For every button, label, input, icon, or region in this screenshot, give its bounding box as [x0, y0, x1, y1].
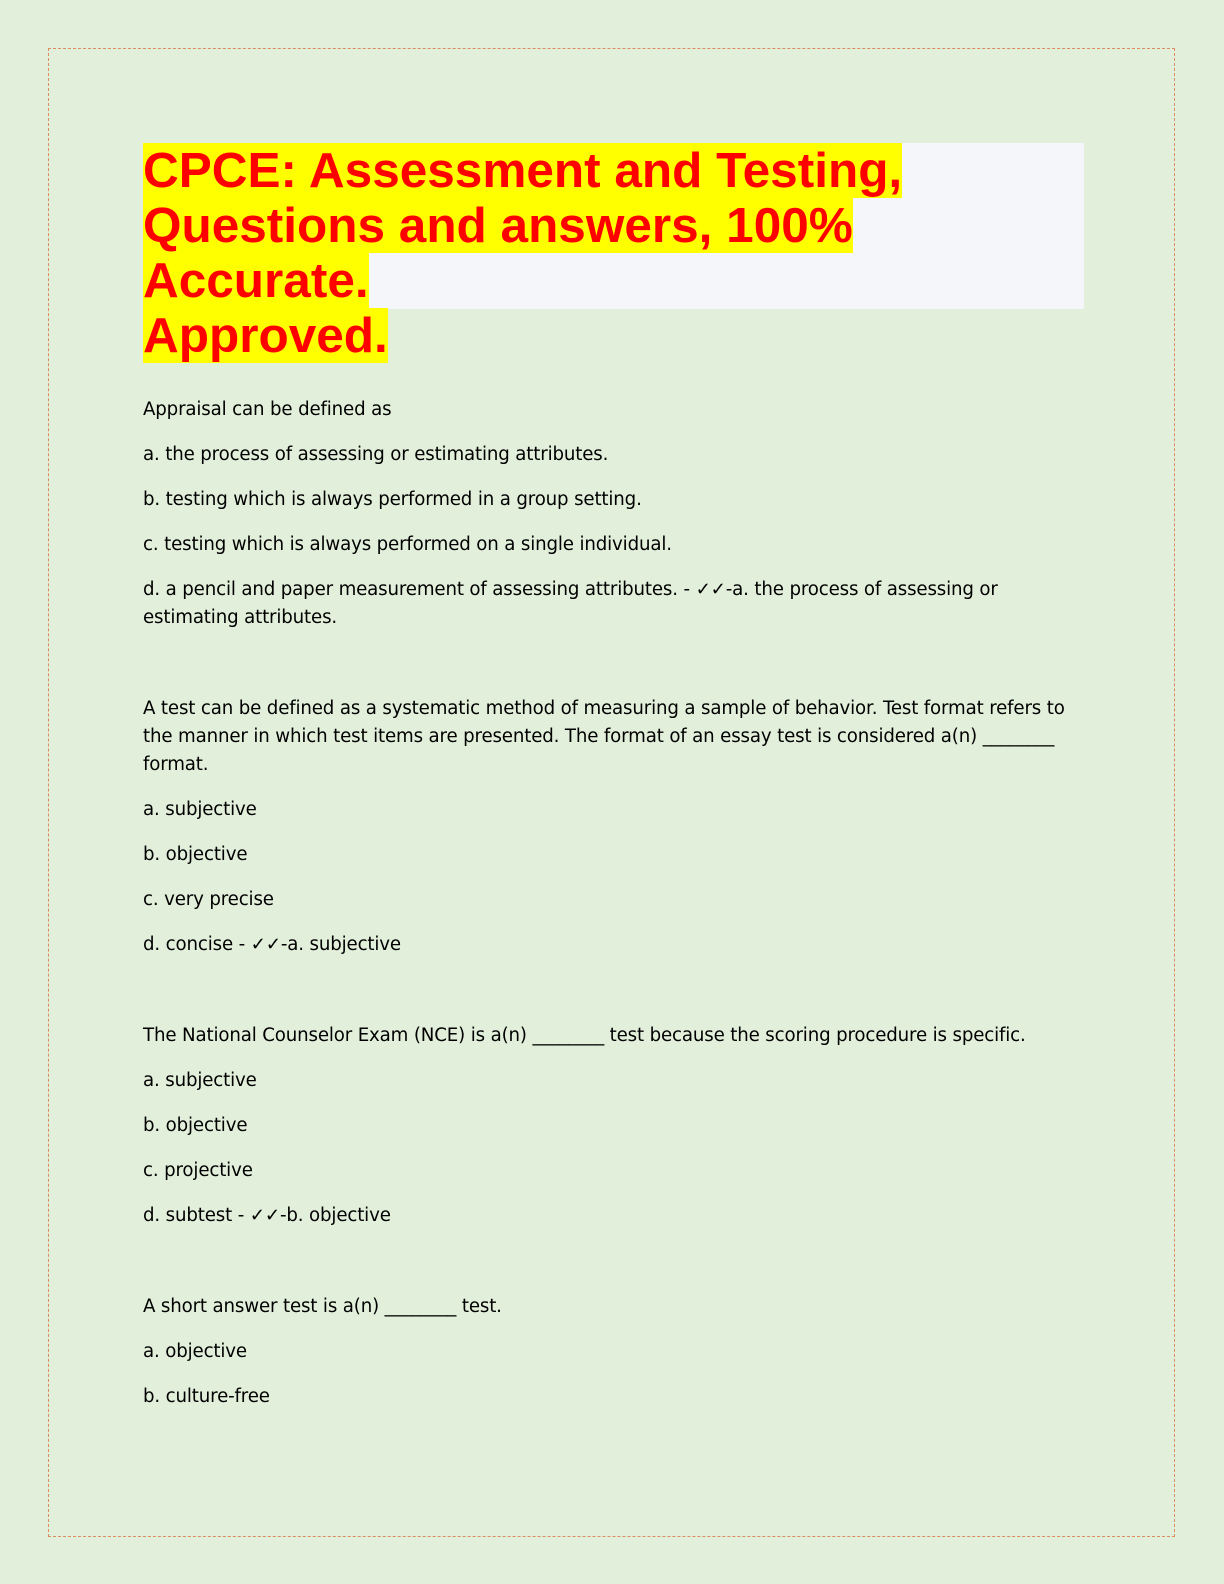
title-line-2: Questions and answers, 100% Accurate. — [143, 198, 853, 308]
answer-option-with-key — [143, 576, 1073, 632]
answer-option: b. objective — [143, 844, 248, 865]
answer-key: -a. the process of assessing or estimating attributes. — [143, 579, 998, 628]
answer-option-text: d. subtest - — [143, 1205, 245, 1226]
answer-option: b. culture-free — [143, 1386, 270, 1407]
answer-option-with-key — [143, 931, 1073, 959]
questions-list — [143, 396, 1073, 1472]
document-title — [143, 143, 1084, 363]
question-block — [143, 695, 1073, 959]
answer-option: a. subjective — [143, 1070, 257, 1091]
answer-option: a. objective — [143, 1341, 247, 1362]
answer-option: b. testing which is always performed in a group setting. — [143, 489, 642, 510]
question-block — [143, 396, 1073, 632]
question-prompt: The National Counselor Exam (NCE) is a(n) ________ test because the scoring procedure is specific. — [143, 1025, 1026, 1046]
question-prompt: Appraisal can be defined as — [143, 399, 392, 420]
double-check-icon: ✓✓ — [249, 1205, 280, 1226]
answer-key: -a. subjective — [280, 934, 401, 955]
answer-option: a. the process of assessing or estimating attributes. — [143, 444, 609, 465]
answer-option: b. objective — [143, 1115, 248, 1136]
title-line-3: Approved. — [143, 308, 388, 363]
title-line-1: CPCE: Assessment and Testing, — [143, 143, 903, 198]
answer-option-text: d. concise - — [143, 934, 246, 955]
question-prompt: A short answer test is a(n) ________ test. — [143, 1296, 502, 1317]
question-prompt: A test can be defined as a systematic method of measuring a sample of behavior. Test format refers to the manner in which test items are presented. The format of an essay test is considered a(n) ________ format. — [143, 698, 1065, 775]
double-check-icon: ✓✓ — [695, 579, 726, 600]
answer-option: c. testing which is always performed on a single individual. — [143, 534, 672, 555]
answer-option-with-key — [143, 1202, 1073, 1230]
question-block — [143, 1022, 1073, 1230]
question-block — [143, 1293, 1073, 1411]
title-block — [143, 143, 1084, 363]
double-check-icon: ✓✓ — [250, 934, 281, 955]
answer-option: c. very precise — [143, 889, 274, 910]
answer-key: -b. objective — [279, 1205, 391, 1226]
answer-option-text: d. a pencil and paper measurement of assessing attributes. - — [143, 579, 690, 600]
answer-option: a. subjective — [143, 799, 257, 820]
answer-option: c. projective — [143, 1160, 253, 1181]
